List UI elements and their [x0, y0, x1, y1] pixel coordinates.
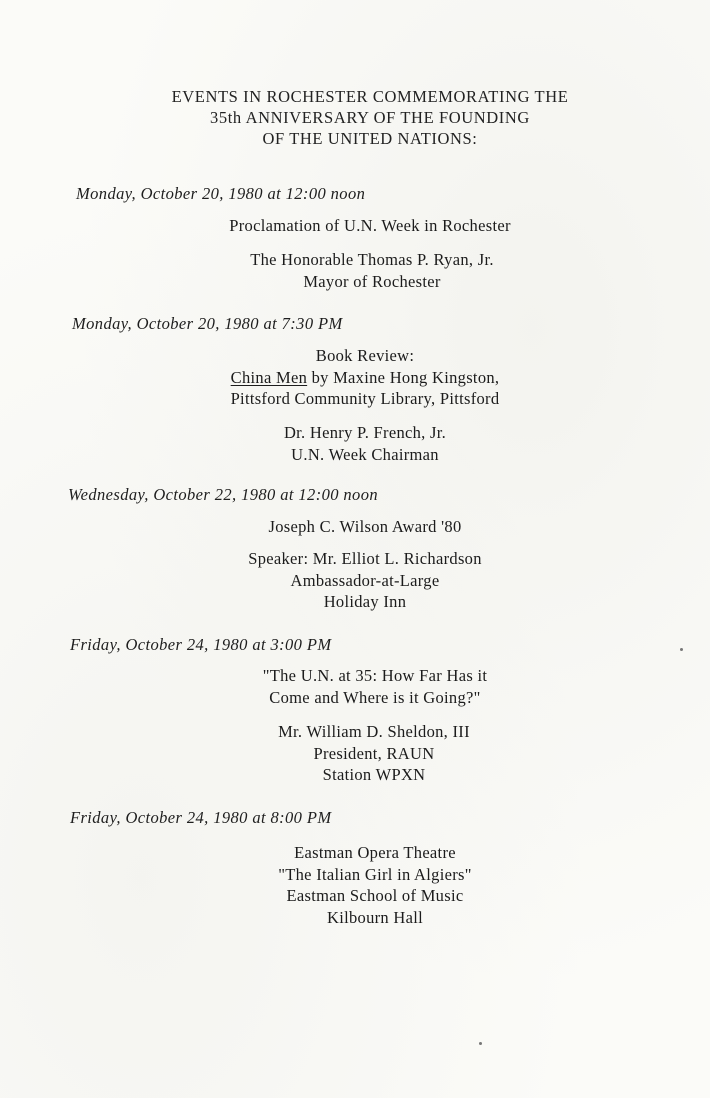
event-2-book-author: by Maxine Hong Kingston,: [307, 367, 500, 387]
event-1-speaker: [142, 249, 602, 292]
header-line-3: OF THE UNITED NATIONS:: [262, 129, 478, 148]
event-2-book-title: China Men: [230, 367, 308, 387]
event-2-location: Pittsford Community Library, Pittsford: [230, 389, 500, 408]
header-line-1: EVENTS IN ROCHESTER COMMEMORATING THE: [171, 87, 569, 106]
event-3-speaker-name: Speaker: Mr. Elliot L. Richardson: [248, 549, 482, 568]
event-2-title: Book Review:: [315, 346, 415, 365]
event-2-speaker-role: U.N. Week Chairman: [291, 444, 439, 464]
event-4-title-line-1: "The U.N. at 35: How Far Has it: [262, 666, 488, 685]
event-4-speaker: [144, 721, 604, 786]
event-1-details: [140, 215, 600, 237]
event-4-title-line-2: Come and Where is it Going?": [269, 687, 481, 707]
paper-speck: [680, 648, 683, 651]
event-4-speaker-role: President, RAUN: [313, 743, 435, 763]
event-3-details: [135, 516, 595, 538]
event-2-date: Monday, October 20, 1980 at 7:30 PM: [72, 314, 343, 333]
paper-speck: [479, 1042, 482, 1045]
header-line-2: 35th ANNIVERSARY OF THE FOUNDING: [210, 108, 530, 127]
event-1-title: Proclamation of U.N. Week in Rochester: [229, 216, 511, 235]
event-3-date: Wednesday, October 22, 1980 at 12:00 noon: [68, 485, 379, 504]
event-4-location: Station WPXN: [322, 765, 426, 784]
event-5-venue: Eastman School of Music: [286, 886, 464, 905]
event-2-speaker-name: Dr. Henry P. French, Jr.: [283, 423, 447, 442]
event-3-location: Holiday Inn: [323, 592, 407, 611]
event-4-speaker-name: Mr. William D. Sheldon, III: [278, 722, 470, 741]
event-5-presenter: Eastman Opera Theatre: [294, 843, 456, 862]
event-1-speaker-role: Mayor of Rochester: [303, 271, 441, 291]
event-3-speaker-role: Ambassador-at-Large: [290, 570, 440, 590]
page-header: [0, 86, 710, 149]
event-1-date: Monday, October 20, 1980 at 12:00 noon: [76, 184, 366, 203]
event-3-speaker: [135, 548, 595, 613]
event-5-location: Kilbourn Hall: [326, 907, 423, 927]
event-3-title: Joseph C. Wilson Award '80: [268, 517, 462, 536]
event-5-date: Friday, October 24, 1980 at 8:00 PM: [70, 808, 332, 827]
event-1-speaker-name: The Honorable Thomas P. Ryan, Jr.: [250, 250, 494, 269]
event-2-details: [135, 345, 595, 410]
event-5-title: "The Italian Girl in Algiers": [278, 864, 472, 884]
event-4-details: [145, 665, 605, 708]
event-5-details: [145, 842, 605, 928]
event-4-date: Friday, October 24, 1980 at 3:00 PM: [70, 635, 332, 654]
event-2-speaker: [135, 422, 595, 465]
event-2-book-line: [135, 367, 595, 389]
